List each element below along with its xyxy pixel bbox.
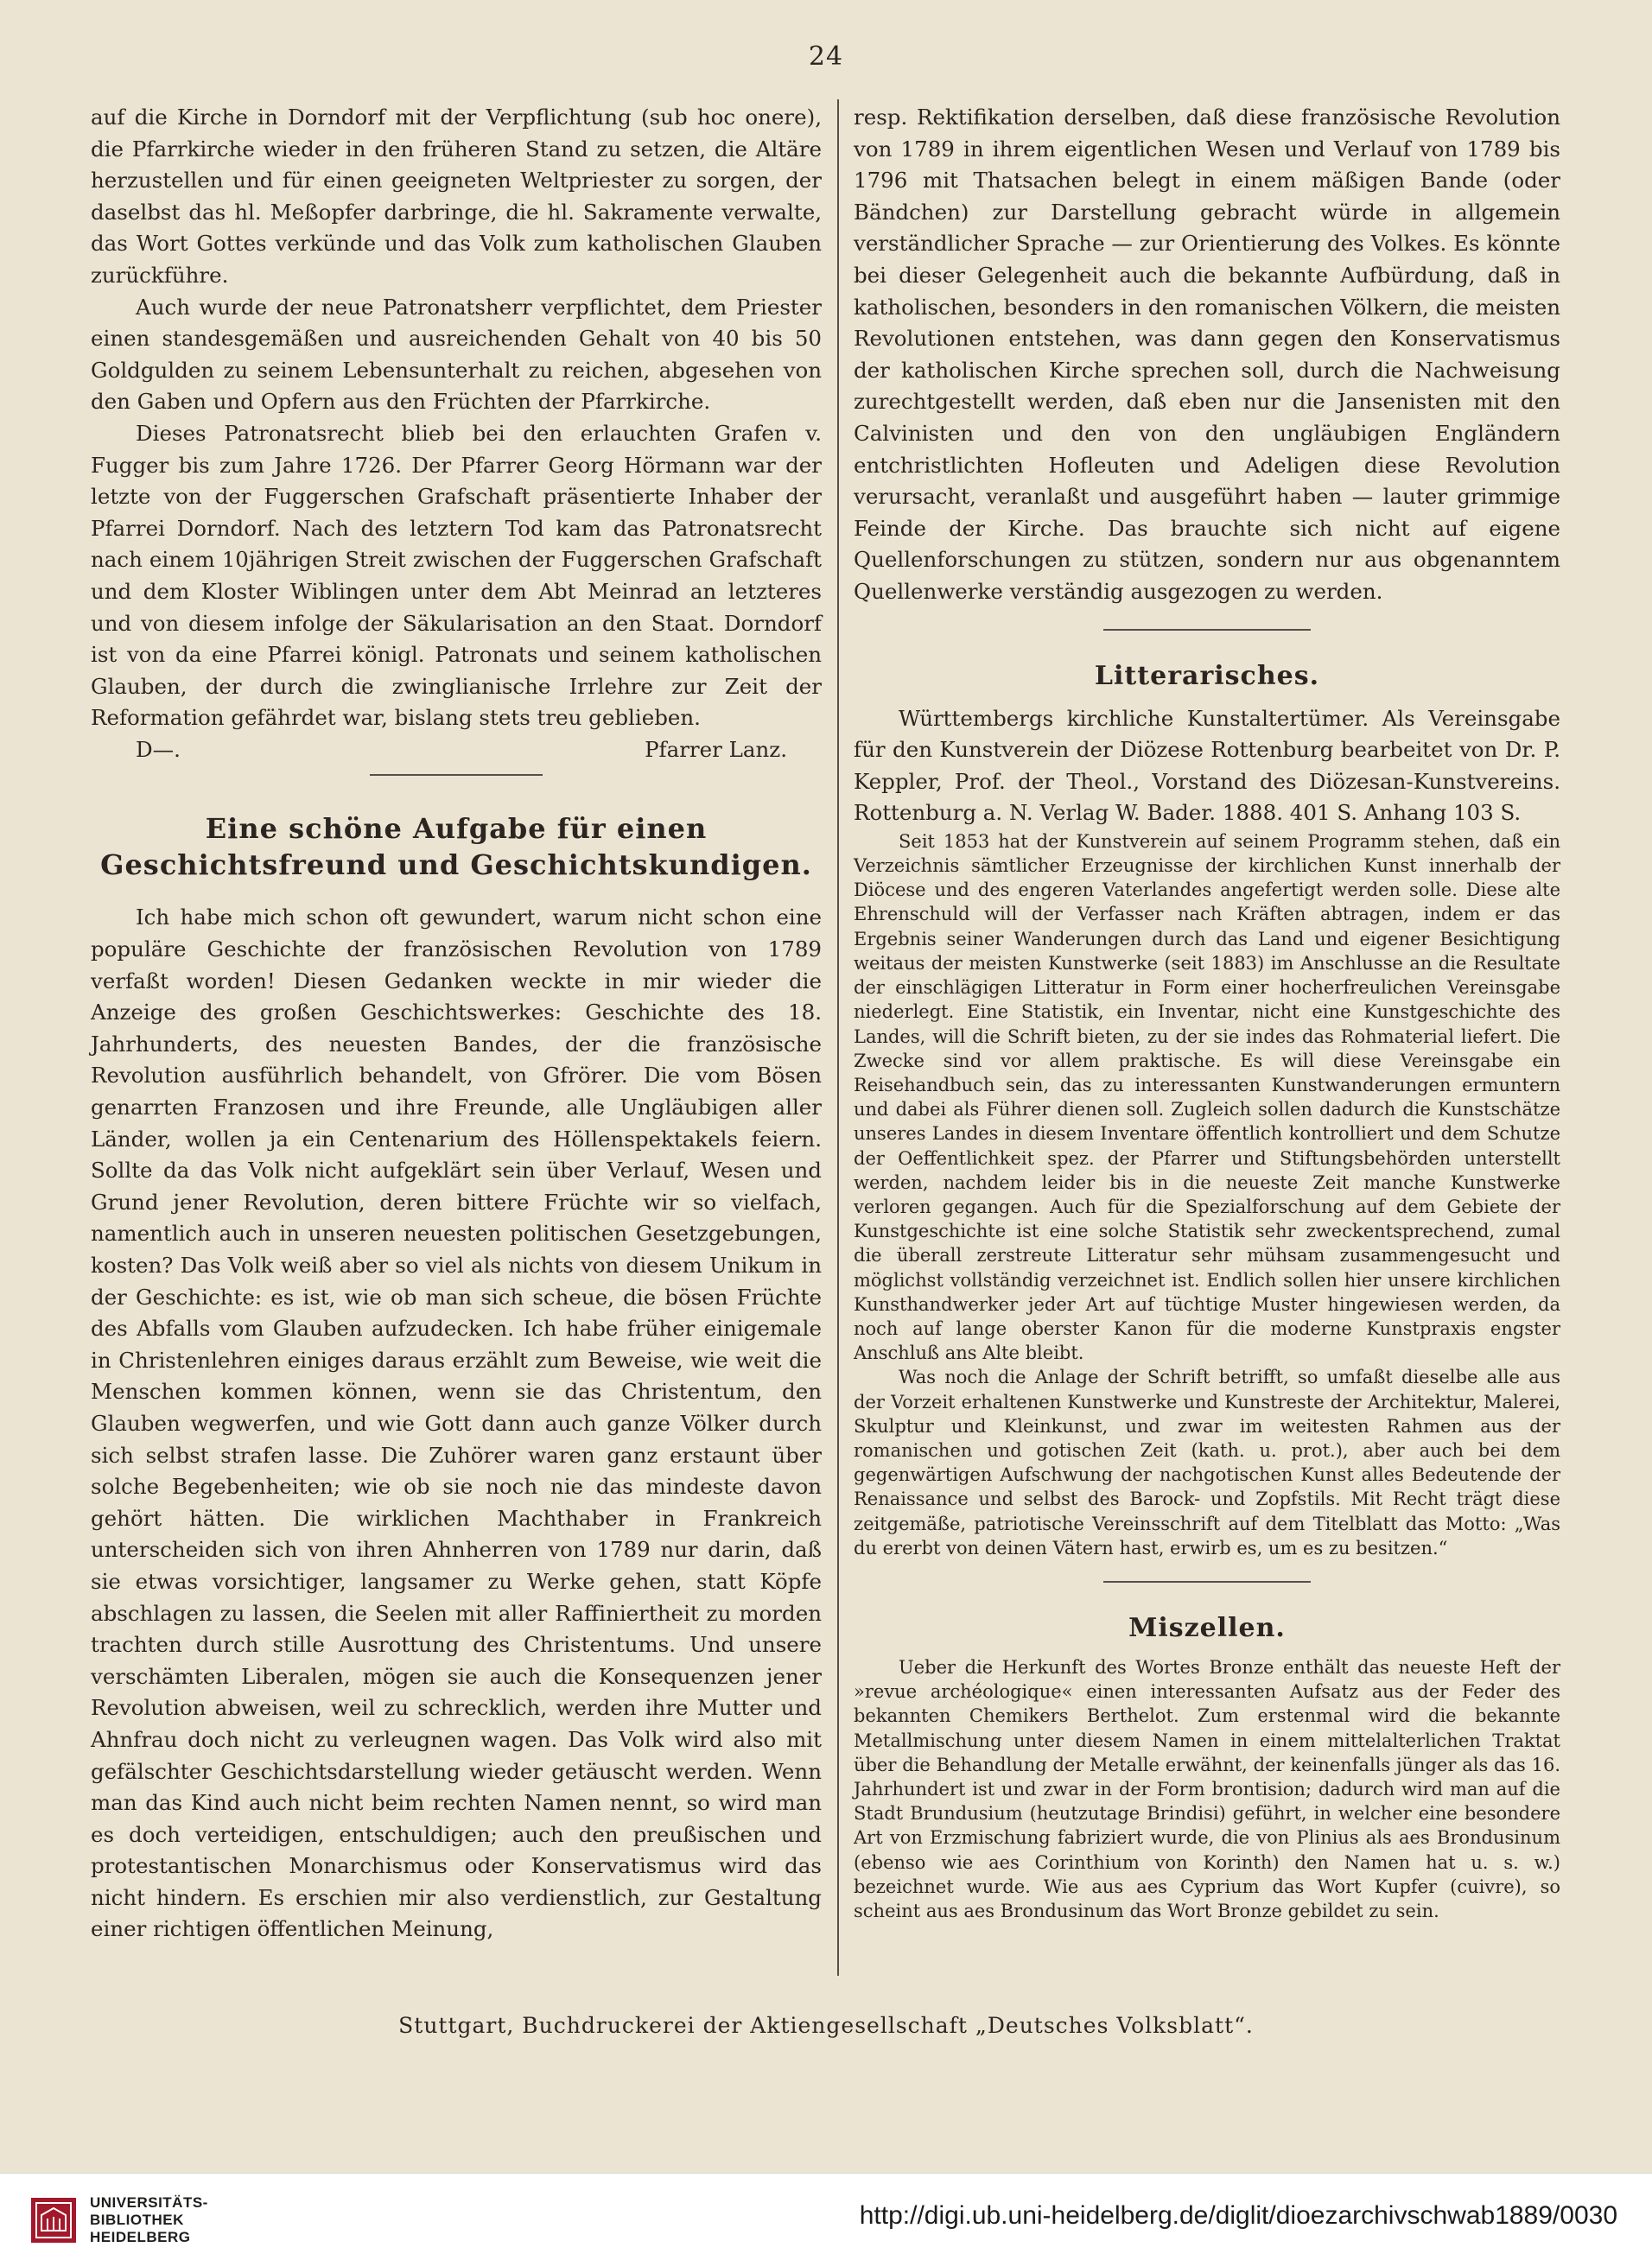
library-bar — [0, 2173, 1652, 2260]
section-title-miszellen: Miszellen. — [1128, 1612, 1286, 1643]
paragraph: Auch wurde der neue Patronatsherr verpflichtet, dem Priester einen standesgemäßen und ausreichenden Gehalt von 40 bis 50 Goldgulden zu seinem Lebensunterhalt zu reichen, abgesehen von den Gaben und Opfern aus den Früchten der Pfarrkirche. — [91, 294, 822, 415]
page-number: 24 — [808, 41, 844, 72]
section-title-litterarisches: Litterarisches. — [1094, 660, 1320, 691]
book-citation: Württembergs kirchliche Kunstaltertümer. Als Vereinsgabe für den Kunstverein der Diözese Rottenburg bearbeitet von Dr. P. Keppler, Prof. der Theol., Vorstand des Diözesan-Kunstvereins. Rottenburg a. N. Verlag W. Bader. 1888. 401 S. Anhang 103 S. — [854, 705, 1560, 826]
paragraph: resp. Rektifikation derselben, daß diese französische Revolution von 1789 in ihrem eigentlichen Wesen und Verlauf von 1789 bis 1796 mit Thatsachen belegt in einem mäßigen Bande (oder Bändchen) zur Darstellung gebracht würde in allgemein verständlicher Sprache — zur Orientierung des Volkes. Es könnte bei dieser Gelegenheit auch die bekannte Aufbürdung, daß in katholischen, besonders in den romanischen Völkern, die meisten Revolutionen entstehen, was dann gegen den Konservatismus der katholischen Kirche sprechen soll, durch die Nachweisung zurechtgestellt werden, daß eben nur die Jansenisten mit den Calvinisten und den von den ungläubigen Engländern entchristlichten Hofleuten und Adeligen diese Revolution verursacht, veranlaßt und ausgeführt haben — lauter grimmige Feinde der Kirche. Das brauchte sich nicht auf eigene Quellenforschungen zu stützen, sondern nur aus obgenanntem Quellenwerke verständig ausgezogen zu werden. — [854, 105, 1560, 604]
paragraph: Seit 1853 hat der Kunstverein auf seinem Programm stehen, daß ein Verzeichnis sämtlicher Erzeugnisse der kirchlichen Kunst innerhalb der Diöcese und des engeren Vaterlandes angefertigt werden solle. Diese alte Ehrenschuld will der Verfasser nach Kräften abtragen, indem er das Ergebnis seiner Wanderungen durch das Land und eigener Besichtigung weitaus der meisten Kunstwerke (seit 1883) im Anschlusse an die Resultate der einschlägigen Litteratur in Form einer hocherfreulichen Vereinsgabe niederlegt. Eine Statistik, ein Inventar, nicht eine Kunstgeschichte des Landes, will die Schrift bieten, zu der sie indes das Rohmaterial liefert. Die Zwecke sind vor allem praktische. Es will diese Vereinsgabe ein Reisehandbuch sein, das zu interessanten Kunstwanderungen ermuntern und dabei als Führer dienen soll. Zugleich sollen dadurch die Kunstschätze unseres Landes in diesem Inventare öffentlich kontrolliert und dem Schutze der Oeffentlichkeit spez. der Pfarrer und Stiftungsbehörden unterstellt werden, nachdem leider bis in die neueste Zeit manche Kunstwerke verloren gegangen. Auch für die Spezialforschung auf dem Gebiete der Kunstgeschichte ist eine solche Statistik sehr zweckentsprechend, zumal die überall zerstreute Litteratur sehr mühsam zusammengesucht und möglichst vollständig verzeichnet ist. Endlich sollen hier unsere kirchlichen Kunsthandwerker jeder Art auf tüchtige Muster hingewiesen werden, da noch auf lange oberster Kanon für die moderne Kunstpraxis engster Anschluß ans Alte bleibt. — [854, 830, 1560, 1364]
paragraph: Was noch die Anlage der Schrift betrifft, so umfaßt dieselbe alle aus der Vorzeit erhaltenen Kunstwerke und Kunstreste der Architektur, Malerei, Skulptur und Kleinkunst, und zwar im weitesten Rahmen aus der romanischen und gotischen Zeit (kath. u. prot.), aber auch bei dem gegenwärtigen Aufschwung der nachgotischen Kunst alles Bedeutende der Renaissance und selbst des Barock- und Zopfstils. Mit Recht trägt diese zeitgemäße, patriotische Vereinsschrift auf dem Titelblatt das Motto: „Was du ererbt von deinen Vätern hast, erwirb es, um es zu besitzen.“ — [854, 1367, 1560, 1559]
library-name-line: UNIVERSITÄTS- — [90, 2194, 208, 2211]
paragraph: auf die Kirche in Dorndorf mit der Verpflichtung (sub hoc onere), die Pfarrkirche wieder in den früheren Stand zu setzen, die Altäre herzustellen und für einen geeigneten Weltpriester zu sorgen, der daselbst das hl. Meßopfer darbringe, die hl. Sakramente verwalte, das Wort Gottes verkünde und das Volk zum katholischen Glauben zurückführe. — [91, 105, 822, 288]
library-name — [90, 2194, 208, 2246]
source-url[interactable]: http://digi.ub.uni-heidelberg.de/diglit/dioezarchivschwab1889/0030 — [859, 2201, 1617, 2230]
section-divider — [1103, 629, 1311, 631]
library-seal-icon — [29, 2196, 78, 2244]
book-review — [854, 829, 1560, 1560]
printer-imprint: Stuttgart, Buchdruckerei der Aktiengesellschaft „Deutsches Volksblatt“. — [398, 2013, 1254, 2038]
section-divider — [370, 774, 543, 776]
paragraph: Ich habe mich schon oft gewundert, warum nicht schon eine populäre Geschichte der französischen Revolution von 1789 verfaßt worden! Diesen Gedanken weckte in mir wieder die Anzeige des großen Geschichtswerkes: Geschichte des 18. Jahrhunderts, des neuesten Bandes, der die französische Revolution ausführlich behandelt, von Gfrörer. Die vom Bösen genarrten Franzosen und ihre Freunde, alle Ungläubigen aller Länder, wollen ja ein Centenarium des Höllenspektakels feiern. Sollte da das Volk nicht aufgeklärt sein über Verlauf, Wesen und Grund jener Revolution, deren bittere Früchte wir so vielfach, namentlich auch in unseren neuesten politischen Gesetzgebungen, kosten? Das Volk weiß aber so viel als nichts von diesem Unikum in der Geschichte: es ist, wie ob man sich scheue, die bösen Früchte des Abfalls vom Glauben aufzudecken. Ich habe früher einigemale in Christenlehren einiges daraus erzählt zum Beweise, wie weit die Menschen kommen können, wenn sie das Christentum, den Glauben wegwerfen, und wie Gott dann auch ganze Völker durch sich selbst strafen lasse. Die Zuhörer waren ganz erstaunt über solche Begebenheiten; wie ob sie noch nie das mindeste davon gehört hätten. Die wirklichen Machthaber in Frankreich unterscheiden sich von ihren Ahnherren von 1789 nur darin, daß sie etwas vorsichtiger, langsamer zu Werke gehen, statt Köpfe abschlagen zu lassen, die Seelen mit aller Raffiniertheit zu morden trachten durch stille Ausrottung des Christentums. Und unsere verschämten Liberalen, mögen sie auch die Konsequenzen jener Revolution abweisen, weil zu schrecklich, werden ihre Mutter und Ahnfrau doch nicht zu verleugnen wagen. Das Volk wird also mit gefälschter Geschichtsdarstellung wieder getäuscht werden. Wenn man das Kind auch nicht beim rechten Namen nennt, so wird man es doch verteidigen, entschuldigen; auch den preußischen und protestantischen Monarchismus oder Konservatismus wird das nicht hindern. Es erschien mir also verdienstlich, zur Gestaltung einer richtigen öffentlichen Meinung, — [91, 905, 822, 1942]
signature-initial: D—. — [136, 736, 181, 762]
signature-line — [91, 734, 822, 766]
paragraph: Ueber die Herkunft des Wortes Bronze enthält das neueste Heft der »revue archéologique« einen interessanten Aufsatz aus der Feder des bekannten Chemikers Berthelot. Zum erstenmal wird die bekannte Metallmischung unter diesem Namen in einem mittelalterlichen Traktat über die Behandlung der Metalle erwähnt, der keinenfalls jünger als das 16. Jahrhundert ist und zwar in der Form brontision; dadurch wird man auf die Stadt Brundusium (heutzutage Brindisi) geführt, in welcher eine besondere Art von Erzmischung fabriziert wurde, die von Plinius als aes Brondusinum (ebenso wie aes Corinthium von Korinth) den Namen hat u. s. w.) bezeichnet wurde. Wie aus aes Cyprium das Wort Kupfer (cuivre), so scheint aus aes Brondusinum das Wort Bronze gebildet zu sein. — [854, 1656, 1560, 1921]
miscellany — [854, 1655, 1560, 1923]
left-column — [91, 102, 822, 1946]
signature-author: Pfarrer Lanz. — [645, 736, 787, 762]
article-title: Eine schöne Aufgabe für einen Geschichtsfreund und Geschichtskundigen. — [100, 812, 812, 882]
library-name-line: BIBLIOTHEK — [90, 2212, 184, 2228]
paragraph: Dieses Patronatsrecht blieb bei den erlauchten Grafen v. Fugger bis zum Jahre 1726. Der Pfarrer Georg Hörmann war der letzte von der Fuggerschen Grafschaft präsentierte Inhaber der Pfarrei Dorndorf. Nach des letztern Tod kam das Patronatsrecht nach einem 10jährigen Streit zwischen der Fuggerschen Grafschaft und dem Kloster Wiblingen unter dem Abt Meinrad an letzteres und von diesem infolge der Säkularisation an den Staat. Dorndorf ist von da eine Pfarrei königl. Patronats und seinem katholischen Glauben, der durch die zwinglianische Irrlehre zur Zeit der Reformation gefährdet war, bislang stets treu geblieben. — [91, 420, 822, 731]
book-entry — [854, 703, 1560, 829]
section-divider — [1103, 1581, 1311, 1583]
right-column — [854, 102, 1560, 1923]
column-divider — [837, 99, 839, 1976]
library-logo — [29, 2194, 323, 2246]
library-name-line: HEIDELBERG — [90, 2229, 191, 2245]
